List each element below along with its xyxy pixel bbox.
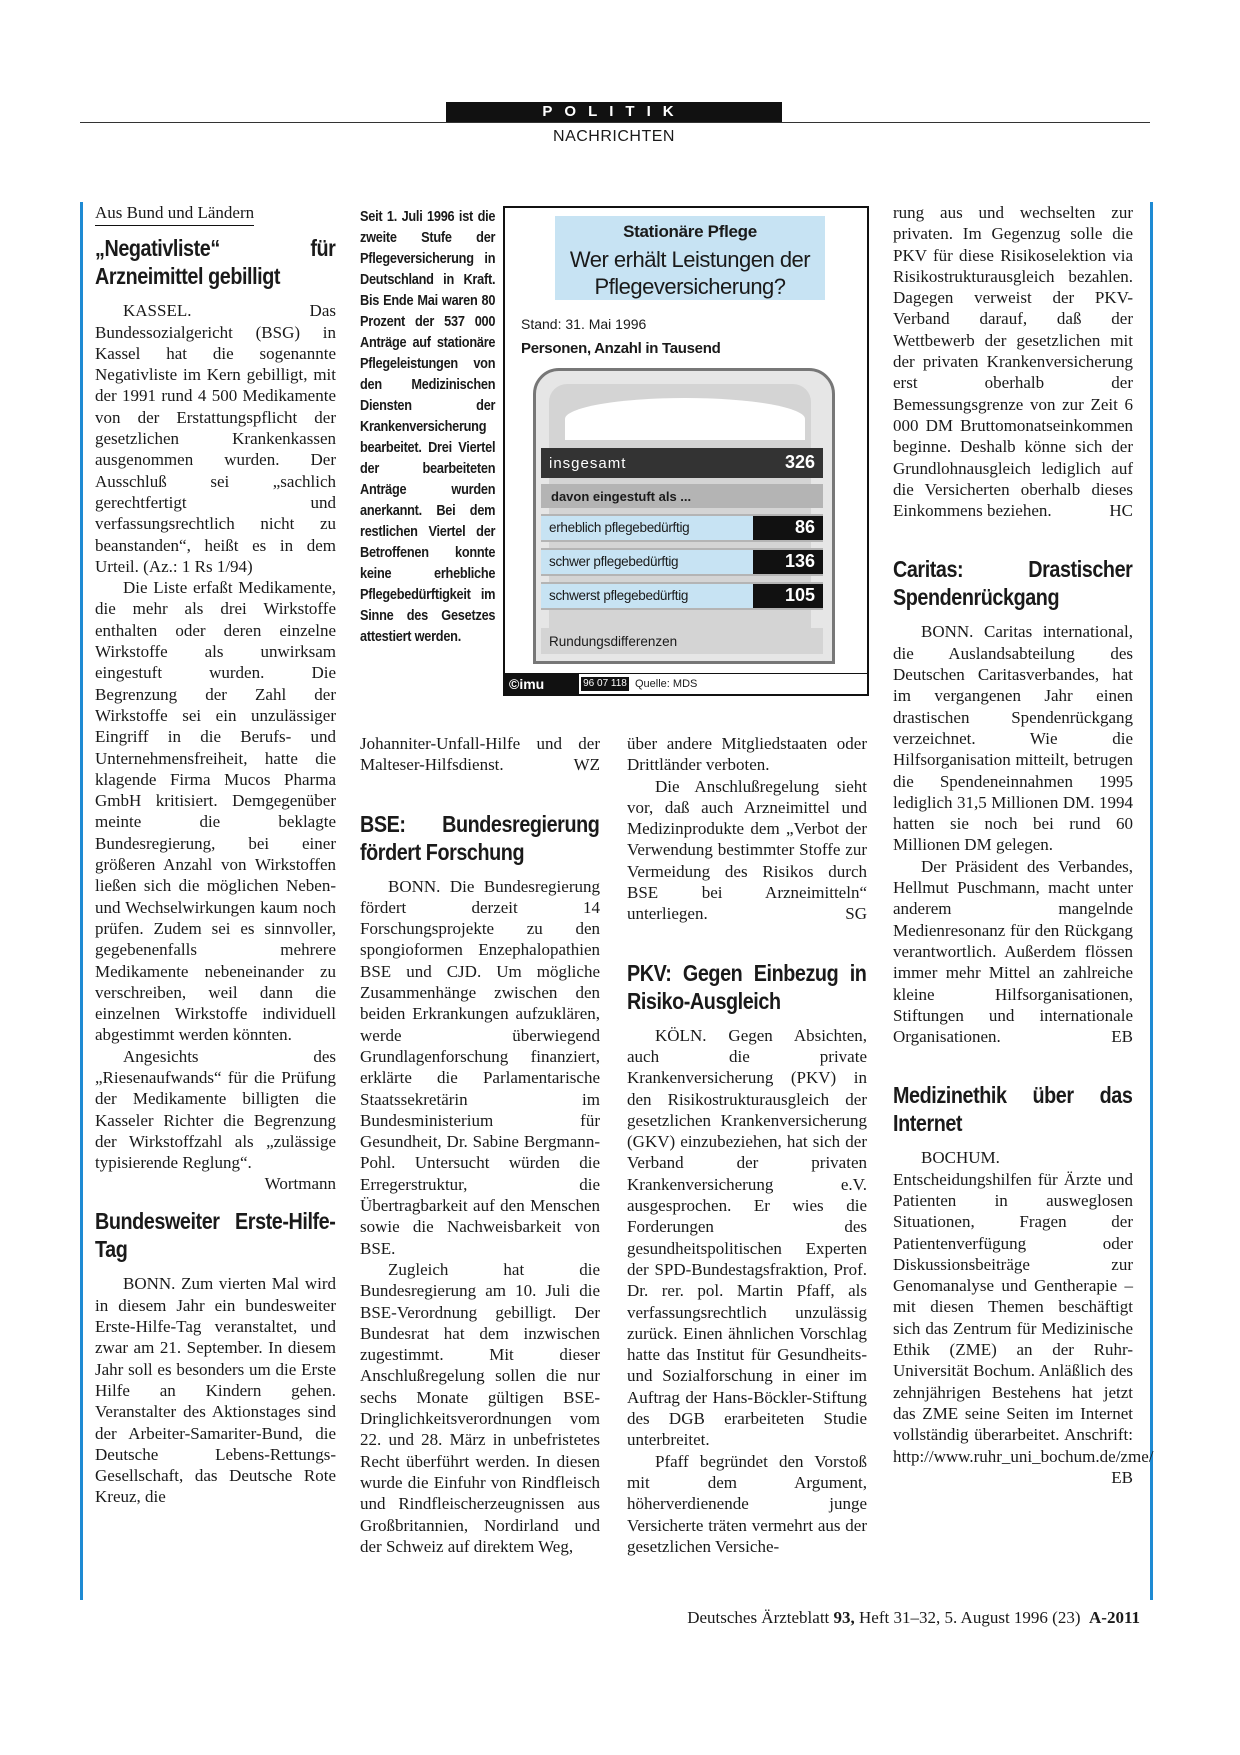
remainder-row: Rundungsdifferenzen [541, 628, 823, 654]
headline-bse: BSE: Bundesregierung fördert Forschung [360, 810, 600, 865]
category-label: schwer pflegebedürftig [549, 554, 679, 569]
footer-volume: 93, [833, 1608, 855, 1627]
signature: WZ [573, 755, 600, 775]
category-row [541, 548, 823, 576]
right-color-bar [1150, 202, 1153, 1600]
column-1 [95, 202, 336, 1508]
left-color-bar [80, 202, 83, 1600]
signature: Wortmann [264, 1174, 336, 1194]
paragraph: Angesichts des „Riesenaufwands“ für die Prüfung der Medikamente billigten die Kasseler Richter die Begrenzung der Wirkstoffzahl als „zulässige typisierende Reglung“. Wortmann [95, 1046, 336, 1194]
paragraph: über andere Mitgliedstaaten oder Drittländer verboten. [627, 734, 867, 775]
category-value: 105 [784, 585, 815, 605]
paragraph: rung aus und wechselten zur privaten. Im Gegenzug solle die PKV für diese Risikoselektion via Risikostrukturausgleich bezahlen. Dagegen verweist der PKV-Verband darauf, daß der Wettbewerb der gesetzlichen mit der privaten Krankenversicherung erst oberhalb der Bemessungsgrenze von zur Zeit 6 000 DM Bruttomonatseinkommen beginne. Deshalb könne sich der Grundlohnausgleich lediglich auf die Versicherten oberhalb dieses Einkommens beziehen. HC [893, 203, 1133, 521]
headline-pkv: PKV: Gegen Einbezug in Risiko-Ausgleich [627, 959, 867, 1014]
paragraph: BONN. Die Bundesregierung fördert derzeit 14 Forschungsprojekte zu den spongioformen Enzephalopathien BSE und CJD. Um mögliche Zusammenhänge zwischen den beiden Erkrankungen aufzuklären, werde überwiegend Grundlagenforschung finanziert, erklärte die Parlamentarische Staatssekretärin im Bundesministerium für Gesundheit, Dr. Sabine Bergmann-Pohl. Untersucht würden die Erregerstruktur, die Übertragbarkeit auf den Menschen sowie die Nachweisbarkeit von BSE. [360, 876, 600, 1258]
graphic-footer [505, 673, 867, 694]
section-label: POLITIK [446, 102, 782, 122]
graphic-stand: Stand: 31. Mai 1996 [521, 316, 647, 332]
category-label: schwerst pflegebedürftig [549, 588, 689, 603]
headline-negativliste: „Negativliste“ für Arzneimittel gebilligt [95, 235, 336, 290]
paragraph: BONN. Zum vierten Mal wird in diesem Jahr ein bundesweiter Erste-Hilfe-Tag veranstaltet, und zwar am 21. September. In diesem Jahr soll es besonders um die Erste Hilfe an Kindern gehen. Veranstalter des Aktionstages sind der Arbeiter-Samariter-Bund, die Deutsche Lebens-Rettungs-Gesellschaft, das Deutsche Rote Kreuz, die [95, 1274, 336, 1507]
paragraph: Der Präsident des Verbandes, Hellmut Puschmann, macht unter anderem mangelnde Medienresonanz für den Rückgang verantwortlich. Außerdem flössen immer mehr Mittel an zahlreiche kleine Hilfsorganisationen, Stiftungen und internationale Organisationen. EB [893, 856, 1133, 1047]
footer-issue: Heft 31–32, 5. August 1996 (23) [859, 1608, 1081, 1627]
footer-page: A-2011 [1089, 1608, 1140, 1627]
category-row [541, 514, 823, 542]
column-4 [893, 202, 1154, 1488]
paragraph: Zugleich hat die Bundesregierung am 10. Juli die BSE-Verordnung gebilligt. Der Bundesrat hat dem inzwischen zugestimmt. Mit dieser Anschlußregelung sollen die nur sechs Monate gültigen BSE-Dringlichkeitsverordnungen vom 22. und 28. März in unbefristetes Recht überführt werden. In diesen wurde die Einfuhr von Rindfleisch und Rindfleischerzeugnissen aus Großbritannien, Nordirland und der Schweiz auf direktem Weg, [360, 1259, 600, 1556]
category-value: 86 [794, 517, 815, 537]
graphic-unit: Personen, Anzahl in Tausend [521, 340, 721, 357]
graphic-code: 96 07 118 [581, 677, 629, 691]
kicker: Aus Bund und Ländern [95, 202, 254, 226]
signature: HC [1109, 501, 1133, 521]
paragraph: Die Liste erfaßt Medikamente, die mehr als drei Wirkstoffe enthalten oder deren einzelne Wirkstoffe als unwirksam eingestuft wurden. Die Begrenzung der Zahl der Wirkstoffe sei ein unzulässiger Eingriff in die Berufs- und Unternehmensfreiheit, hatte die klagende Firma Mucos Pharma GmbH kritisiert. Demgegenüber meinte die beklagte Bundesregierung, bei einer größeren Anzahl von Wirkstoffen ließen sich die möglichen Neben- und Wechselwirkungen kaum noch prüfen. Zudem sei es sinnvoller, gegebenenfalls mehrere Medikamente nebeneinander zu verschreiben, weil dann die einzelnen Wirkstoffe individuell abgestimmt werden könnten. [95, 578, 336, 1045]
infographic [503, 206, 869, 696]
headline-erstehilfe: Bundesweiter Erste-Hilfe-Tag [95, 1208, 336, 1263]
total-label: insgesamt [549, 455, 627, 472]
graphic-kicker: Stationäre Pflege [623, 222, 757, 241]
signature: EB [1111, 1027, 1133, 1047]
paragraph: Pfaff begründet den Vorstoß mit dem Argument, höherverdienende junge Versicherte träten vermehrt aus der gesetzlichen Versiche- [627, 1451, 867, 1556]
paragraph: BONN. Caritas international, die Auslandsabteilung des Deutschen Caritasverbandes, hat im vergangenen Jahr einen drastischen Spendenrückgang verzeichnet. Wie die Hilfsorganisation mitteilt, betrugen die Spendeneinnahmen 1995 lediglich 31,5 Millionen DM. 1994 hatten sie noch bei rund 60 Millionen DM gelegen. [893, 622, 1133, 855]
paragraph: Die Anschlußregelung sieht vor, daß auch Arzneimittel und Medizinprodukte dem „Verbot der Verwendung bestimmter Stoffe zur Vermeidung des Risikos durch BSE bei Arzneimitteln“ unterliegen. SG [627, 776, 867, 924]
column-3 [627, 733, 867, 1557]
paragraph: BOCHUM. Entscheidungshilfen für Ärzte und Patienten in ausweglosen Situationen, Fragen der Patientenverfügung oder Diskussionsbeiträge zur Genomanalyse und Gentherapie – mit diesen Themen beschäftigt sich das Zentrum für Medizinische Ethik (ZME) an der Ruhr-Universität Bochum. Anläßlich des zehnjährigen Bestehens hat jetzt das ZME seine Seiten im Internet vollständig überarbeitet. Anschrift: http://www.ruhr_uni_bochum.de/zme/ EB [893, 1148, 1154, 1487]
paragraph: Johanniter-Unfall-Hilfe und der Malteser-Hilfsdienst. WZ [360, 734, 600, 775]
signature: SG [845, 904, 867, 924]
total-row [541, 448, 823, 478]
category-label: erheblich pflegebedürftig [549, 520, 690, 535]
footer-journal: Deutsches Ärzteblatt [687, 1608, 830, 1627]
headline-caritas: Caritas: Drastischer Spendenrückgang [893, 556, 1133, 611]
page-footer [687, 1608, 1140, 1628]
subsection-label: NACHRICHTEN [553, 128, 675, 145]
category-value: 136 [784, 551, 815, 571]
category-row [541, 582, 823, 610]
pillow-illustration [565, 398, 805, 440]
graphic-caption: Seit 1. Juli 1996 ist die zweite Stufe der Pflegeversicherung in Deutschland in Kraft. Bis Ende Mai waren 80 Prozent der 537 000 Anträge auf stationäre Pflegeleistungen von den Medizinischen Diensten der Krankenversicherung bearbeitet. Drei Viertel der bearbeiteten Anträge wurden anerkannt. Bei dem restlichen Viertel der Betroffenen konnte keine erhebliche Pflegebedürftigkeit im Sinne des Gesetzes attestiert werden. [360, 208, 496, 645]
graphic-source: Quelle: MDS [635, 678, 698, 690]
paragraph: KASSEL. Das Bundessozialgericht (BSG) in Kassel hat die sogenannte Negativliste im Kern gebilligt, mit der 1991 rund 4 500 Medikamente von der Erstattungspflicht der gesetzlichen Krankenkassen ausgenommen wurden. Der Ausschluß sei „sachlich gerechtfertigt und verfassungsrechtlich nicht zu beanstanden“, heißt es in dem Urteil. (Az.: 1 Rs 1/94) [95, 301, 336, 576]
signature: EB [1111, 1467, 1133, 1487]
header-rule [80, 122, 1150, 123]
headline-medizinethik: Medizinethik über das Internet [893, 1082, 1133, 1137]
imu-logo: ©imu [505, 674, 579, 694]
graphic-title: Wer erhält Leistungen der Pflegeversicherung? [569, 247, 811, 299]
graphic-header [555, 216, 825, 300]
column-2 [360, 733, 600, 1557]
total-value: 326 [784, 452, 815, 472]
paragraph: KÖLN. Gegen Absichten, auch die private Krankenversicherung (PKV) in den Risikostrukturausgleich der gesetzlichen Krankenversicherung (GKV) einzubeziehen, hat sich der Verband der privaten Krankenversicherung e.V. ausgesprochen. Er wies die Forderungen des gesundheitspolitischen Experten der SPD-Bundestagsfraktion, Prof. Dr. rer. pol. Martin Pfaff, als verfassungsrechtlich unzulässig zurück. Einen ähnlichen Vorschlag hatte das Institut für Gesundheits- und Sozialforschung in einer im Auftrag der Hans-Böckler-Stiftung des DGB erarbeiteten Studie unterbreitet. [627, 1025, 867, 1450]
sub-heading-row: davon eingestuft als ... [541, 484, 823, 508]
